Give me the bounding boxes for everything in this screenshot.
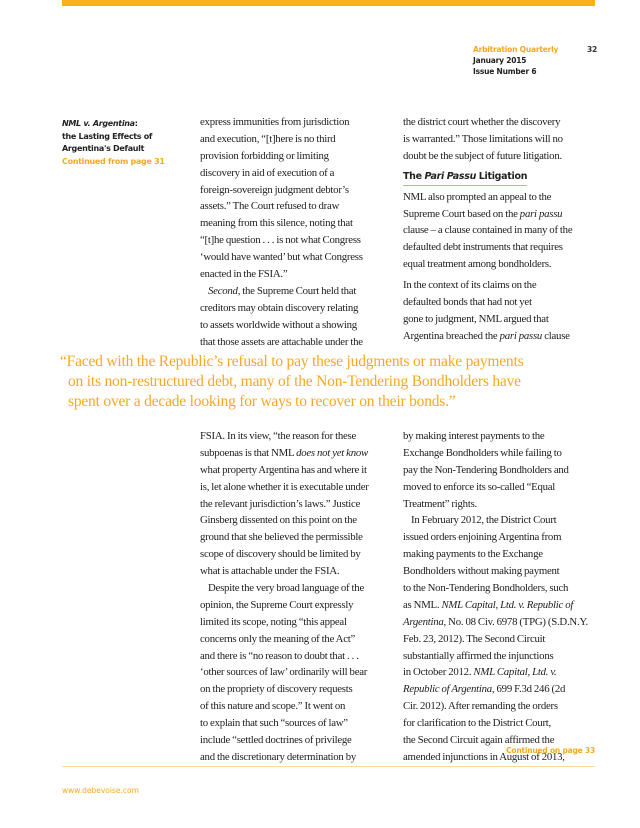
italic-text: Argentina: [403, 615, 444, 628]
text-line: [200, 165, 396, 182]
text-line: [200, 512, 396, 529]
text-segment: Supreme Court based on the: [403, 207, 520, 220]
sidebar-line: the Lasting Effects of: [62, 131, 153, 141]
text-segment: express immunities from jurisdiction: [200, 116, 350, 128]
pull-quote: [60, 352, 523, 412]
text-line: [200, 529, 396, 546]
text-segment: what is attachable under the FSIA.: [200, 565, 340, 578]
text-line: [403, 479, 599, 496]
continued-from-link[interactable]: Continued from page 31: [62, 157, 165, 167]
text-line: [200, 198, 396, 215]
text-line: [200, 732, 396, 749]
sidebar-title-punct: :: [134, 119, 138, 128]
footer-url-link[interactable]: www.debevoise.com: [62, 786, 139, 795]
text-segment: FSIA. In its view, “the reason for these: [200, 430, 357, 442]
publication-title: Arbitration Quarterly: [473, 45, 559, 54]
text-line: [200, 462, 396, 479]
text-segment: scope of discovery should be limited by: [200, 548, 361, 561]
text-line: [403, 428, 599, 445]
italic-text: does not yet know: [296, 446, 368, 459]
text-line: [200, 249, 396, 266]
text-segment: limited its scope, noting “this appeal: [200, 615, 347, 628]
text-line: [403, 681, 599, 698]
text-segment: clause – a clause contained in many of the: [403, 224, 573, 237]
text-line: [403, 189, 599, 206]
italic-text: pari passu: [499, 329, 543, 342]
text-segment: ‘other sources of law’ ordinarily will bear: [200, 666, 368, 679]
text-segment: In the context of its claims on the: [403, 279, 537, 292]
text-line: [403, 462, 599, 479]
text-segment: amended injunctions in August of 2013,: [403, 750, 565, 763]
text-segment: of this nature and scope.” It went on: [200, 700, 346, 713]
text-segment: Treatment” rights.: [403, 497, 477, 510]
top-column-1: [200, 114, 396, 350]
text-segment: foreign-sovereign judgment debtor’s: [200, 183, 349, 196]
sidebar-line: Argentina's Default: [62, 144, 145, 154]
text-line: [200, 300, 396, 317]
text-line: [200, 232, 396, 249]
text-segment: that those assets are attachable under the: [200, 335, 363, 348]
footer-divider: [62, 766, 595, 767]
text-line: [403, 512, 599, 529]
text-line: [200, 546, 396, 563]
text-line: [200, 496, 396, 513]
italic-text: Second: [208, 284, 238, 297]
text-segment: defaulted bonds that had not yet: [403, 296, 532, 309]
text-line: [200, 445, 396, 462]
text-line: [403, 715, 599, 732]
text-segment: and there is “no reason to doubt that . . .: [200, 649, 359, 662]
text-line: [403, 328, 599, 345]
text-line: [403, 546, 599, 563]
pull-quote-line: on its non-restructured debt, many of the Non-Tendering Bondholders have: [68, 373, 521, 390]
text-segment: meaning from this silence, noting that: [200, 217, 353, 230]
text-segment: enacted in the FSIA.”: [200, 268, 288, 281]
text-line: [403, 631, 599, 648]
text-line: [200, 698, 396, 715]
text-line: [403, 563, 599, 580]
text-line: [403, 597, 599, 614]
text-line: [200, 715, 396, 732]
text-segment: , the Supreme Court held that: [237, 284, 357, 297]
text-segment: equal treatment among bondholders.: [403, 258, 552, 271]
text-line: [200, 479, 396, 496]
text-segment: Argentina breached the: [403, 329, 500, 342]
text-segment: clause: [542, 329, 570, 342]
bottom-column-2: [403, 428, 599, 766]
text-segment: doubt be the subject of future litigation.: [403, 149, 562, 162]
sidebar-title-italic: NML v. Argentina: [62, 119, 135, 128]
issue-date: January 2015: [473, 56, 527, 65]
text-line: [403, 664, 599, 681]
section-heading: [403, 169, 527, 186]
top-column-2: [403, 114, 599, 345]
text-line: [200, 317, 396, 334]
italic-text: pari passu: [519, 207, 563, 220]
text-segment: ground that she believed the permissible: [200, 531, 363, 544]
italic-text: NML Capital, Ltd. v.: [473, 666, 557, 679]
text-line: [200, 148, 396, 165]
text-line: [200, 749, 396, 766]
text-segment: issued orders enjoining Argentina from: [403, 531, 562, 544]
text-line: [200, 563, 396, 580]
text-segment: concerns only the meaning of the Act”: [200, 632, 356, 645]
text-line: [200, 334, 396, 351]
text-segment: what property Argentina has and where it: [200, 463, 367, 476]
text-segment: subpoenas is that NML: [200, 446, 297, 459]
text-segment: by making interest payments to the: [403, 430, 545, 442]
text-segment: to the Non-Tendering Bondholders, such: [403, 582, 569, 595]
text-line: [403, 580, 599, 597]
text-segment: gone to judgment, NML argued that: [403, 312, 549, 325]
text-line: [403, 148, 599, 165]
text-line: [403, 445, 599, 462]
italic-text: Republic of Argentina: [403, 683, 492, 696]
text-line: [200, 597, 396, 614]
text-line: [200, 648, 396, 665]
top-accent-bar: [62, 0, 595, 6]
pull-quote-line: “Faced with the Republic’s refusal to pay these judgments or make payments: [60, 353, 524, 370]
text-line: [200, 681, 396, 698]
text-segment: discovery in aid of execution of a: [200, 166, 335, 179]
text-line: [200, 283, 396, 300]
issue-number: Issue Number 6: [473, 67, 537, 76]
text-segment: include “settled doctrines of privilege: [200, 734, 352, 747]
text-segment: Cir. 2012). After remanding the orders: [403, 700, 558, 713]
text-line: [403, 239, 599, 256]
text-line: [200, 266, 396, 283]
heading-text: The: [403, 170, 425, 182]
pull-quote-line: spent over a decade looking for ways to recover on their bonds.”: [68, 393, 456, 410]
text-line: [403, 222, 599, 239]
text-segment: for clarification to the District Court,: [403, 717, 552, 730]
text-line: [403, 256, 599, 273]
text-segment: , No. 08 Civ. 6978 (TPG) (S.D.N.Y.: [443, 615, 589, 628]
text-segment: making payments to the Exchange: [403, 548, 543, 561]
text-segment: on the propriety of discovery requests: [200, 683, 353, 696]
text-segment: provision forbidding or limiting: [200, 149, 329, 162]
text-line: [200, 580, 396, 597]
heading-text: Litigation: [476, 170, 528, 182]
text-segment: pay the Non-Tendering Bondholders and: [403, 463, 569, 476]
text-segment: in October 2012.: [403, 666, 474, 679]
text-segment: ‘would have wanted’ but what Congress: [200, 251, 363, 264]
text-line: [200, 215, 396, 232]
text-line: [200, 631, 396, 648]
text-segment: substantially affirmed the injunctions: [403, 649, 554, 662]
text-segment: and execution, “[t]here is no third: [200, 132, 336, 145]
page-number: 32: [587, 45, 598, 54]
text-line: [403, 206, 599, 223]
continued-on-link[interactable]: Continued on page 33: [506, 746, 595, 755]
text-line: [403, 529, 599, 546]
text-line: [200, 664, 396, 681]
text-line: [200, 131, 396, 148]
bottom-column-1: [200, 428, 396, 766]
text-line: [200, 428, 396, 445]
text-segment: to assets worldwide without a showing: [200, 318, 357, 331]
text-line: [403, 496, 599, 513]
italic-text: NML Capital, Ltd. v. Republic of: [441, 598, 574, 611]
text-line: [403, 114, 599, 131]
text-line: [403, 614, 599, 631]
text-line: [200, 182, 396, 199]
text-segment: the relevant jurisdiction’s laws.” Justice: [200, 497, 361, 510]
text-segment: “[t]he question . . . is not what Congress: [200, 234, 361, 247]
text-segment: NML also prompted an appeal to the: [403, 190, 552, 203]
text-line: [200, 114, 396, 131]
text-segment: is, let alone whether it is executable under: [200, 480, 369, 493]
text-segment: Feb. 23, 2012). The Second Circuit: [403, 632, 546, 645]
text-line: [403, 131, 599, 148]
text-segment: is warranted.” Those limitations will no: [403, 132, 563, 145]
text-segment: and the discretionary determination by: [200, 750, 356, 763]
text-segment: Bondholders without making payment: [403, 565, 560, 578]
text-line: [403, 698, 599, 715]
text-line: [403, 648, 599, 665]
text-segment: moved to enforce its so-called “Equal: [403, 480, 556, 493]
text-line: [403, 294, 599, 311]
text-segment: assets.” The Court refused to draw: [200, 200, 340, 213]
text-segment: defaulted debt instruments that requires: [403, 241, 563, 254]
text-segment: Exchange Bondholders while failing to: [403, 446, 562, 459]
text-segment: as NML.: [403, 598, 442, 611]
text-segment: Despite the very broad language of the: [208, 582, 364, 595]
article-sidebar: [62, 118, 165, 169]
heading-italic: Pari Passu: [424, 170, 477, 182]
text-segment: Ginsberg dissented on this point on the: [200, 514, 357, 527]
text-segment: opinion, the Supreme Court expressly: [200, 598, 354, 611]
text-segment: creditors may obtain discovery relating: [200, 301, 359, 314]
text-segment: In February 2012, the District Court: [411, 514, 557, 527]
text-segment: the Second Circuit again affirmed the: [403, 734, 555, 747]
text-segment: to explain that such “sources of law”: [200, 717, 348, 730]
text-segment: the district court whether the discovery: [403, 116, 561, 128]
text-line: [403, 277, 599, 294]
text-line: [200, 614, 396, 631]
text-segment: , 699 F.3d 246 (2d: [491, 683, 566, 696]
text-line: [403, 311, 599, 328]
